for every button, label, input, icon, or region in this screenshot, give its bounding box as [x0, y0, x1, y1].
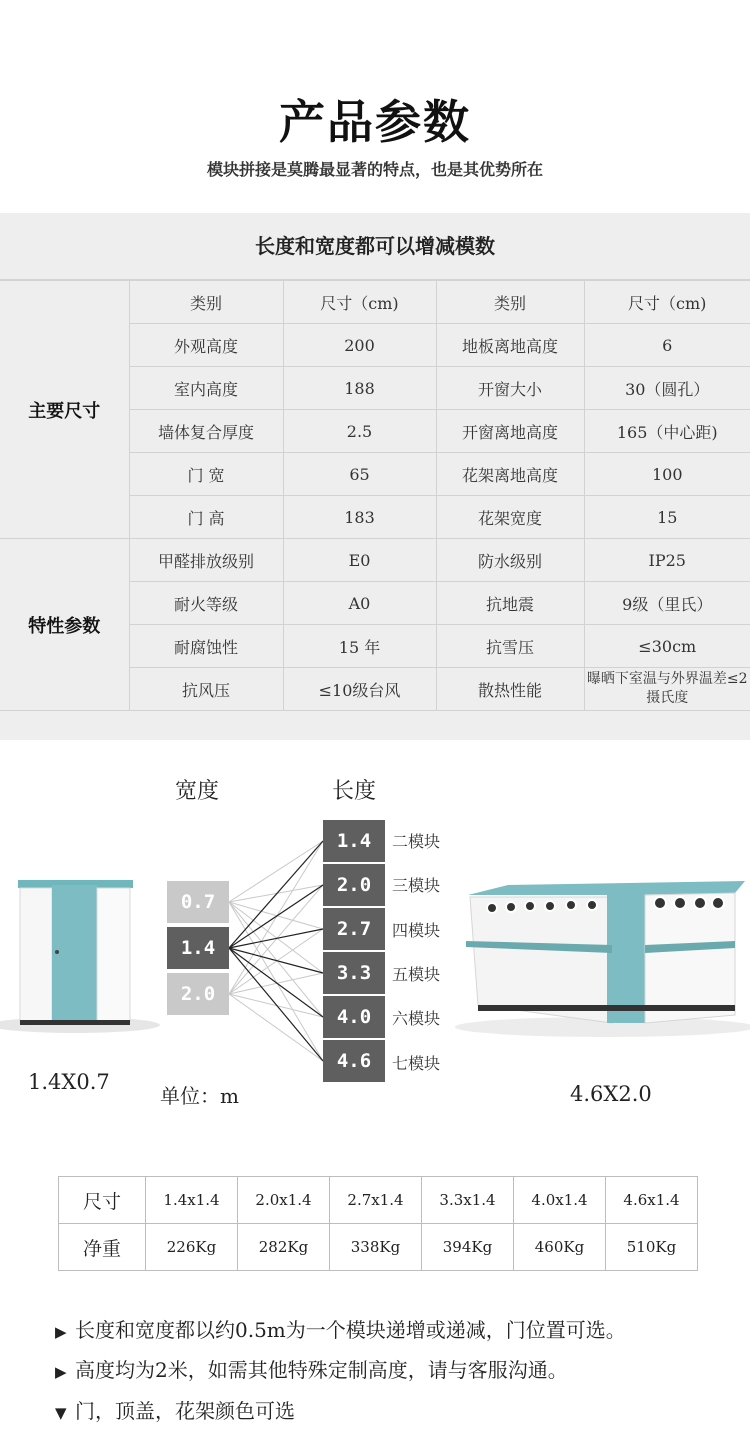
- table-cell: 65: [283, 453, 436, 496]
- width-heading: 宽度: [175, 779, 220, 804]
- table-cell: 188: [283, 367, 436, 410]
- table-cell: 183: [283, 496, 436, 539]
- table-cell: 6: [584, 324, 750, 367]
- table-cell: 抗风压: [129, 668, 283, 711]
- table-cell: 门 高: [129, 496, 283, 539]
- column-header: 尺寸（cm): [584, 281, 750, 324]
- spec-section: [0, 213, 750, 740]
- size-cell: 3.3x1.4: [422, 1177, 514, 1224]
- weight-cell: 226Kg: [146, 1224, 238, 1271]
- table-cell: 地板离地高度: [436, 324, 584, 367]
- table-cell: 抗雪压: [436, 625, 584, 668]
- table-cell: 开窗离地高度: [436, 410, 584, 453]
- length-option: 2.0: [323, 864, 385, 906]
- small-booth-illustration: [0, 880, 160, 1033]
- weight-cell: 394Kg: [422, 1224, 514, 1271]
- table-cell: 15: [584, 496, 750, 539]
- table-cell: E0: [283, 539, 436, 582]
- note-text: 长度和宽度都以约0.5m为一个模块递增或递减，门位置可选。: [75, 1318, 626, 1342]
- table-cell: ≤30cm: [584, 625, 750, 668]
- length-heading: 长度: [332, 779, 377, 804]
- table-cell: 2.5: [283, 410, 436, 453]
- length-option: 4.6: [323, 1040, 385, 1082]
- group-label-main: 主要尺寸: [0, 281, 129, 539]
- column-header: 类别: [436, 281, 584, 324]
- weight-cell: 460Kg: [514, 1224, 606, 1271]
- table-cell: 9级（里氏）: [584, 582, 750, 625]
- note-text: 高度均为2米，如需其他特殊定制高度，请与客服沟通。: [75, 1358, 568, 1382]
- note-item: [55, 1314, 626, 1343]
- width-option: 0.7: [167, 881, 229, 923]
- table-cell: 30（圆孔）: [584, 367, 750, 410]
- table-row: [0, 539, 750, 582]
- unit-caption: 单位：m: [160, 1084, 239, 1108]
- table-cell: 门 宽: [129, 453, 283, 496]
- spec-table: [0, 280, 750, 711]
- module-name: 四模块: [392, 921, 441, 940]
- page-subtitle: 模块拼接是莫腾最显著的特点，也是其优势所在: [206, 160, 543, 179]
- length-option: 4.0: [323, 996, 385, 1038]
- length-option: 2.7: [323, 908, 385, 950]
- note-item: [55, 1395, 295, 1424]
- width-option: 2.0: [167, 973, 229, 1015]
- down-arrow-icon: ▼: [55, 1404, 67, 1422]
- table-cell: 开窗大小: [436, 367, 584, 410]
- table-cell: A0: [283, 582, 436, 625]
- table-cell: 花架离地高度: [436, 453, 584, 496]
- play-arrow-icon: ▶: [55, 1323, 67, 1341]
- width-option-selected: 1.4: [167, 927, 229, 969]
- table-cell: 165（中心距): [584, 410, 750, 453]
- size-cell: 4.0x1.4: [514, 1177, 606, 1224]
- module-name: 五模块: [392, 965, 441, 984]
- length-option: 3.3: [323, 952, 385, 994]
- note-item: [55, 1354, 568, 1383]
- module-name: 七模块: [392, 1054, 441, 1073]
- spec-heading: 长度和宽度都可以增减模数: [0, 213, 750, 280]
- group-label-features: 特性参数: [0, 539, 129, 711]
- table-cell: 耐火等级: [129, 582, 283, 625]
- weight-cell: 338Kg: [330, 1224, 422, 1271]
- weight-cell: 282Kg: [238, 1224, 330, 1271]
- table-header-row: [0, 281, 750, 324]
- faded-connectors: [229, 841, 323, 1061]
- weight-row: [59, 1224, 698, 1271]
- small-booth-caption: 1.4X0.7: [28, 1070, 110, 1094]
- module-name: 六模块: [392, 1009, 441, 1028]
- column-header: 尺寸（cm): [283, 281, 436, 324]
- table-cell: 耐腐蚀性: [129, 625, 283, 668]
- table-cell: 花架宽度: [436, 496, 584, 539]
- table-cell: 100: [584, 453, 750, 496]
- table-cell: IP25: [584, 539, 750, 582]
- size-cell: 2.0x1.4: [238, 1177, 330, 1224]
- table-cell: 散热性能: [436, 668, 584, 711]
- table-cell: 曝晒下室温与外界温差≤2摄氏度: [584, 668, 750, 711]
- table-cell: 200: [283, 324, 436, 367]
- size-row-label: 尺寸: [59, 1177, 146, 1224]
- table-cell: 抗地震: [436, 582, 584, 625]
- large-booth-caption: 4.6X2.0: [570, 1082, 652, 1106]
- table-cell: 防水级别: [436, 539, 584, 582]
- table-cell: 外观高度: [129, 324, 283, 367]
- large-booth-illustration: [455, 881, 750, 1037]
- size-cell: 2.7x1.4: [330, 1177, 422, 1224]
- play-arrow-icon: ▶: [55, 1363, 67, 1381]
- weight-cell: 510Kg: [606, 1224, 698, 1271]
- module-name: 二模块: [392, 832, 441, 851]
- length-option: 1.4: [323, 820, 385, 862]
- size-row: [59, 1177, 698, 1224]
- table-cell: ≤10级台风: [283, 668, 436, 711]
- note-text: 门，顶盖，花架颜色可选: [75, 1399, 295, 1423]
- page-title: 产品参数: [279, 95, 471, 149]
- weight-row-label: 净重: [59, 1224, 146, 1271]
- size-cell: 1.4x1.4: [146, 1177, 238, 1224]
- table-cell: 甲醛排放级别: [129, 539, 283, 582]
- table-cell: 室内高度: [129, 367, 283, 410]
- module-name: 三模块: [392, 876, 441, 895]
- weight-table: [58, 1176, 698, 1271]
- table-cell: 15 年: [283, 625, 436, 668]
- column-header: 类别: [129, 281, 283, 324]
- size-cell: 4.6x1.4: [606, 1177, 698, 1224]
- table-cell: 墙体复合厚度: [129, 410, 283, 453]
